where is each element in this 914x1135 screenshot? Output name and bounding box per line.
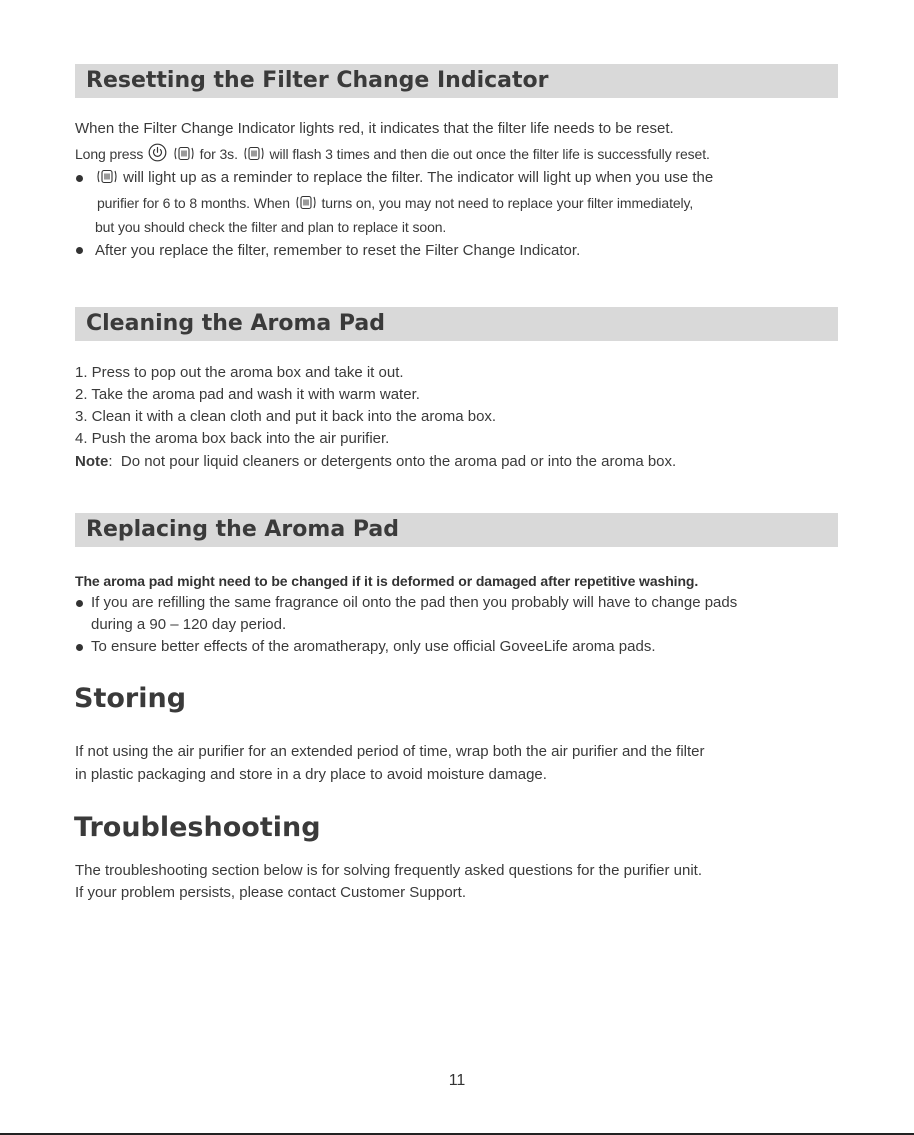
section-title: Cleaning the Aroma Pad bbox=[86, 311, 386, 336]
paragraph: If not using the air purifier for an extended period of time, wrap both the air purifier and the filter bbox=[75, 743, 705, 760]
text: purifier for 6 to 8 months. When bbox=[97, 195, 290, 211]
section-title: Replacing the Aroma Pad bbox=[86, 517, 399, 542]
step-item: 2. Take the aroma pad and wash it with warm water. bbox=[75, 386, 420, 403]
step-item: 3. Clean it with a clean cloth and put it back into the aroma box. bbox=[75, 408, 497, 425]
text: Long press bbox=[75, 146, 144, 162]
text: turns on, you may not need to replace your filter immediately, bbox=[321, 195, 694, 211]
paragraph: The troubleshooting section below is for solving frequently asked questions for the purifier unit. bbox=[75, 862, 703, 879]
bullet-icon bbox=[76, 175, 83, 182]
text: will light up as a reminder to replace the filter. The indicator will light up when you use the bbox=[123, 169, 714, 186]
section-header-replacing bbox=[75, 513, 838, 547]
bullet-item bbox=[95, 168, 713, 188]
step-item: 1. Press to pop out the aroma box and take it out. bbox=[75, 364, 404, 381]
bullet-icon bbox=[76, 644, 83, 651]
bullet-item: To ensure better effects of the aromatherapy, only use official GoveeLife aroma pads. bbox=[91, 638, 656, 655]
bullet-icon bbox=[76, 247, 83, 254]
filter-indicator-icon bbox=[173, 145, 195, 162]
paragraph: in plastic packaging and store in a dry place to avoid moisture damage. bbox=[75, 766, 547, 783]
note bbox=[75, 452, 676, 472]
heading-troubleshooting: Troubleshooting bbox=[74, 812, 321, 843]
filter-indicator-icon bbox=[295, 194, 317, 211]
section-header-reset bbox=[75, 64, 838, 98]
paragraph-long-press bbox=[75, 143, 710, 164]
lead-text: The aroma pad might need to be changed if it is deformed or damaged after repetitive washing. bbox=[75, 573, 699, 589]
heading-storing: Storing bbox=[74, 683, 187, 714]
bullet-item: If you are refilling the same fragrance oil onto the pad then you probably will have to change pads bbox=[91, 594, 738, 611]
bullet-item: After you replace the filter, remember to reset the Filter Change Indicator. bbox=[95, 242, 581, 259]
paragraph: If your problem persists, please contact Customer Support. bbox=[75, 884, 467, 901]
text: for 3s. bbox=[199, 146, 238, 162]
bullet-continuation bbox=[97, 193, 693, 213]
section-header-cleaning bbox=[75, 307, 838, 341]
step-item: 4. Push the aroma box back into the air purifier. bbox=[75, 430, 390, 447]
page-number: 11 bbox=[448, 1072, 466, 1089]
filter-indicator-icon bbox=[243, 145, 265, 162]
bullet-icon bbox=[76, 600, 83, 607]
note-label: Note bbox=[75, 453, 109, 470]
text: will flash 3 times and then die out once the filter life is successfully reset. bbox=[269, 146, 710, 162]
power-icon bbox=[148, 143, 167, 162]
note-text: Do not pour liquid cleaners or detergents onto the aroma pad or into the aroma box. bbox=[120, 453, 677, 470]
bullet-continuation: during a 90 – 120 day period. bbox=[91, 616, 287, 633]
section-title: Resetting the Filter Change Indicator bbox=[86, 68, 549, 93]
note-separator: : bbox=[108, 453, 113, 470]
bullet-continuation: but you should check the filter and plan to replace it soon. bbox=[95, 219, 447, 235]
filter-indicator-icon bbox=[96, 168, 118, 185]
paragraph: When the Filter Change Indicator lights red, it indicates that the filter life needs to be reset. bbox=[75, 120, 674, 137]
